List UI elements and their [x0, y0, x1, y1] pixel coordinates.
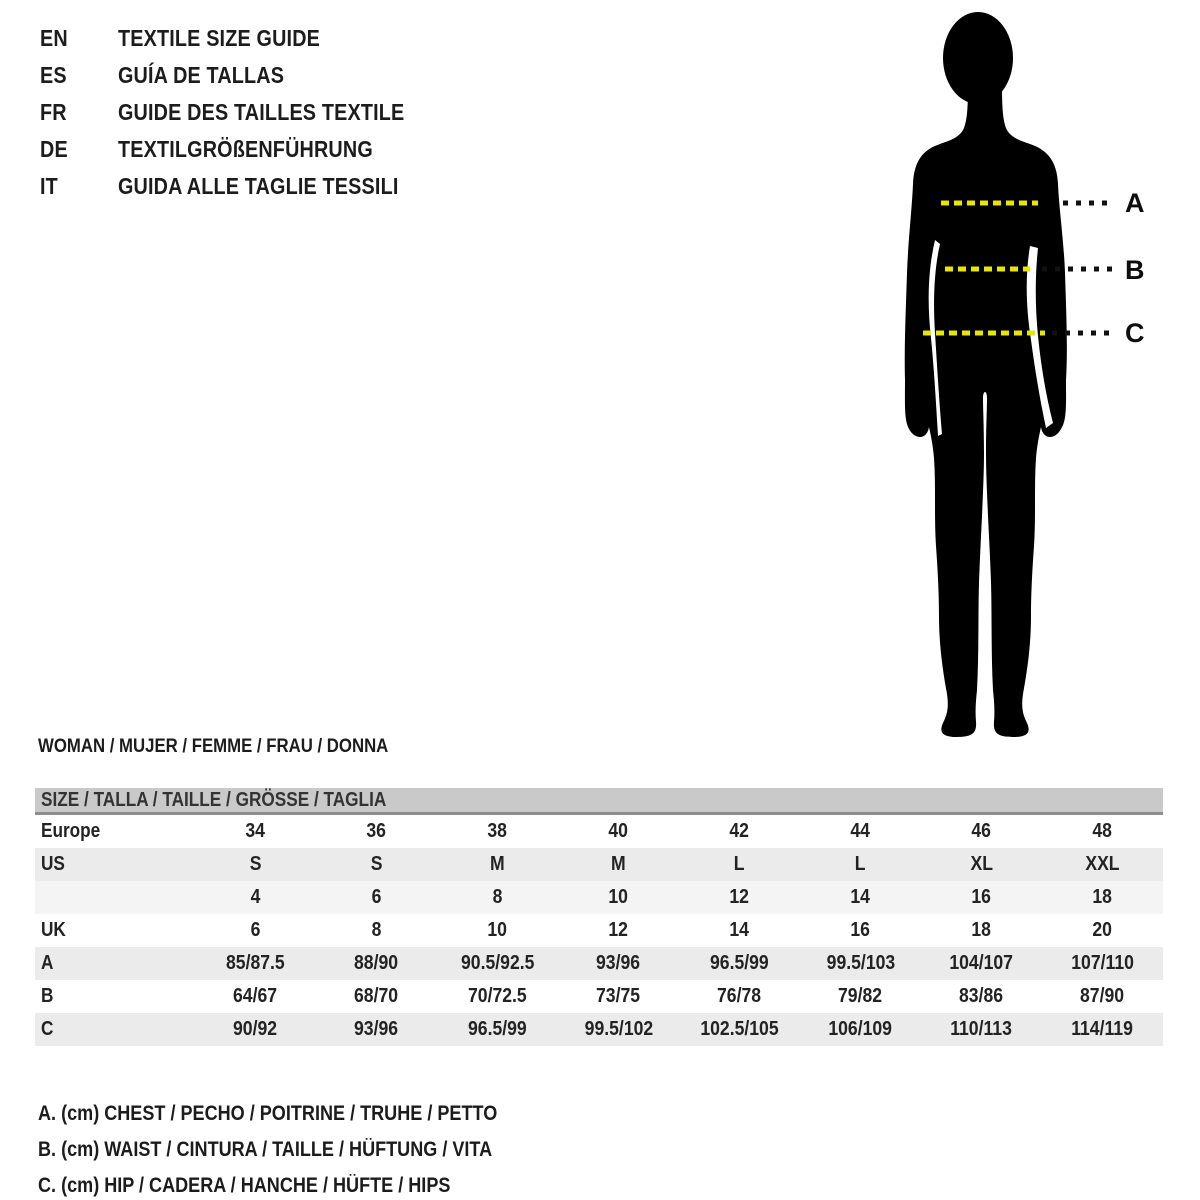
table-cell	[679, 886, 800, 909]
language-label-text: TEXTILE SIZE GUIDE	[118, 25, 321, 51]
table-cell-text: 16	[971, 886, 992, 908]
table-cell	[437, 919, 558, 942]
table-row-label	[35, 886, 195, 909]
table-cell	[195, 853, 316, 876]
table-cell	[679, 820, 800, 843]
language-code	[40, 62, 118, 89]
language-label	[118, 62, 451, 89]
table-cell	[800, 919, 921, 942]
table-cell-text: 107/110	[1071, 952, 1134, 974]
table-cell	[316, 886, 437, 909]
table-row	[35, 1013, 1163, 1046]
table-cell	[679, 985, 800, 1008]
table-cell	[195, 886, 316, 909]
table-cell-text: 8	[371, 919, 382, 941]
table-row	[35, 980, 1163, 1013]
table-cell-text: L	[855, 853, 866, 875]
table-cell	[195, 1018, 316, 1041]
table-cell	[195, 985, 316, 1008]
table-cell-text: 88/90	[354, 952, 399, 974]
table-row	[35, 914, 1163, 947]
language-list	[40, 20, 451, 205]
table-cell-text: 10	[608, 886, 629, 908]
table-cell-text: 48	[1092, 820, 1113, 842]
language-label	[118, 136, 451, 163]
language-row	[40, 57, 451, 94]
table-row	[35, 881, 1163, 914]
table-cell-text: 110/113	[950, 1018, 1013, 1040]
table-cell-text: 12	[608, 919, 629, 941]
table-row-label	[35, 952, 195, 975]
table-cell	[800, 1018, 921, 1041]
table-cell-text: 18	[1092, 886, 1113, 908]
language-label-text: GUIDA ALLE TAGLIE TESSILI	[118, 173, 399, 199]
table-cell	[437, 952, 558, 975]
table-cell	[1042, 820, 1163, 843]
table-cell	[558, 952, 679, 975]
table-cell-text: L	[734, 853, 745, 875]
table-cell-text: 34	[245, 820, 266, 842]
language-code-text: ES	[40, 62, 67, 88]
language-code-text: IT	[40, 173, 58, 199]
table-cell	[921, 853, 1042, 876]
table-cell	[921, 886, 1042, 909]
table-cell	[921, 985, 1042, 1008]
legend-line	[38, 1132, 572, 1168]
table-cell-text: 18	[971, 919, 992, 941]
section-title-text: WOMAN / MUJER / FEMME / FRAU / DONNA	[38, 735, 389, 757]
language-label-text: TEXTILGRÖßENFÜHRUNG	[118, 136, 373, 162]
language-code-text: EN	[40, 25, 68, 51]
table-cell	[1042, 1018, 1163, 1041]
table-row	[35, 947, 1163, 980]
table-cell	[195, 919, 316, 942]
table-cell-text: M	[611, 853, 626, 875]
table-cell-text: 40	[608, 820, 629, 842]
table-cell	[679, 952, 800, 975]
table-cell	[558, 820, 679, 843]
table-cell-text: 38	[487, 820, 508, 842]
table-cell	[1042, 919, 1163, 942]
table-cell	[1042, 886, 1163, 909]
table-cell	[800, 952, 921, 975]
table-row-label	[35, 1018, 195, 1041]
language-code-text: DE	[40, 136, 68, 162]
table-cell-text: 114/119	[1071, 1018, 1134, 1040]
table-cell	[437, 853, 558, 876]
table-cell-text: 90.5/92.5	[460, 952, 535, 974]
table-row	[35, 815, 1163, 848]
table-row-label-text: US	[41, 853, 65, 875]
table-cell-text: 6	[371, 886, 382, 908]
language-code	[40, 173, 118, 200]
language-label	[118, 99, 451, 126]
table-cell	[558, 886, 679, 909]
section-title	[38, 735, 445, 758]
table-cell-text: 99.5/103	[826, 952, 895, 974]
table-cell-text: 16	[850, 919, 871, 941]
table-cell-text: 46	[971, 820, 992, 842]
size-table-body	[35, 815, 1163, 1046]
table-cell-text: 87/90	[1080, 985, 1125, 1007]
measure-label-c: C	[1125, 318, 1145, 348]
measure-label-a: A	[1125, 188, 1145, 218]
table-cell	[558, 1018, 679, 1041]
size-table-header-text: SIZE / TALLA / TAILLE / GRÖSSE / TAGLIA	[41, 789, 387, 811]
table-cell-text: 85/87.5	[226, 952, 285, 974]
table-cell-text: 79/82	[838, 985, 883, 1007]
table-cell	[1042, 853, 1163, 876]
measure-label-b: B	[1125, 255, 1145, 285]
table-cell	[679, 1018, 800, 1041]
table-cell-text: 42	[729, 820, 750, 842]
table-cell-text: 64/67	[233, 985, 278, 1007]
table-cell-text: 90/92	[233, 1018, 278, 1040]
table-row-label	[35, 919, 195, 942]
language-row	[40, 20, 451, 57]
language-code	[40, 25, 118, 52]
table-cell	[316, 820, 437, 843]
table-row-label	[35, 853, 195, 876]
table-cell-text: 14	[850, 886, 871, 908]
legend-line	[38, 1168, 572, 1200]
table-cell-text: 96.5/99	[710, 952, 769, 974]
table-cell	[437, 1018, 558, 1041]
language-row	[40, 131, 451, 168]
table-cell-text: XL	[970, 853, 993, 875]
table-cell-text: 68/70	[354, 985, 399, 1007]
table-cell-text: 12	[729, 886, 750, 908]
table-cell	[921, 952, 1042, 975]
table-cell-text: 99.5/102	[584, 1018, 653, 1040]
table-cell	[316, 919, 437, 942]
table-cell-text: 10	[487, 919, 508, 941]
table-cell	[800, 820, 921, 843]
table-cell	[800, 886, 921, 909]
table-cell-text: 44	[850, 820, 871, 842]
table-row-label-text: A	[41, 952, 54, 974]
table-cell	[195, 952, 316, 975]
table-row-label-text: UK	[41, 919, 66, 941]
table-cell	[679, 919, 800, 942]
table-cell	[558, 985, 679, 1008]
table-cell	[921, 1018, 1042, 1041]
language-row	[40, 168, 451, 205]
table-cell-text: S	[370, 853, 383, 875]
legend-line-text: B. (cm) WAIST / CINTURA / TAILLE / HÜFTUNG / VITA	[38, 1138, 493, 1161]
woman-silhouette-figure	[878, 8, 1190, 740]
language-label-text: GUÍA DE TALLAS	[118, 62, 285, 88]
table-cell	[800, 985, 921, 1008]
table-cell	[195, 820, 316, 843]
table-cell-text: 96.5/99	[468, 1018, 527, 1040]
table-cell	[316, 1018, 437, 1041]
language-label	[118, 25, 451, 52]
table-cell-text: 106/109	[828, 1018, 893, 1040]
table-cell-text: 93/96	[354, 1018, 399, 1040]
table-cell	[800, 853, 921, 876]
legend-line-text: C. (cm) HIP / CADERA / HANCHE / HÜFTE / HIPS	[38, 1174, 451, 1197]
table-cell	[1042, 985, 1163, 1008]
table-cell	[558, 919, 679, 942]
table-row-label	[35, 820, 195, 843]
language-label-text: GUIDE DES TAILLES TEXTILE	[118, 99, 405, 125]
size-table-header	[35, 788, 1163, 815]
table-cell-text: 76/78	[717, 985, 762, 1007]
table-cell-text: 8	[492, 886, 503, 908]
table-cell	[437, 886, 558, 909]
table-row-label-text: B	[41, 985, 54, 1007]
table-cell	[316, 985, 437, 1008]
table-cell-text: 20	[1092, 919, 1113, 941]
table-cell-text: 4	[250, 886, 261, 908]
language-label	[118, 173, 451, 200]
table-cell-text: 102.5/105	[700, 1018, 779, 1040]
language-code	[40, 136, 118, 163]
table-cell	[437, 820, 558, 843]
table-cell	[316, 952, 437, 975]
table-cell-text: XXL	[1085, 853, 1120, 875]
table-cell-text: 36	[366, 820, 387, 842]
language-code	[40, 99, 118, 126]
language-code-text: FR	[40, 99, 67, 125]
table-cell-text: 14	[729, 919, 750, 941]
table-cell-text: 93/96	[596, 952, 641, 974]
table-row-label	[35, 985, 195, 1008]
table-cell	[316, 853, 437, 876]
table-cell-text: S	[249, 853, 262, 875]
legend-line-text: A. (cm) CHEST / PECHO / POITRINE / TRUHE / PETTO	[38, 1102, 498, 1125]
table-cell	[679, 853, 800, 876]
table-cell-text: 70/72.5	[468, 985, 527, 1007]
table-cell-text: 83/86	[959, 985, 1004, 1007]
table-cell	[921, 919, 1042, 942]
table-cell-text: 104/107	[949, 952, 1014, 974]
table-cell	[921, 820, 1042, 843]
table-row-label-text: Europe	[41, 820, 101, 842]
language-row	[40, 94, 451, 131]
legend-line	[38, 1096, 572, 1132]
table-cell-text: 6	[250, 919, 261, 941]
size-table	[35, 788, 1163, 1046]
table-cell	[558, 853, 679, 876]
table-cell-text: M	[490, 853, 505, 875]
table-cell	[437, 985, 558, 1008]
woman-silhouette	[905, 86, 1067, 737]
legend	[38, 1096, 572, 1200]
table-cell	[1042, 952, 1163, 975]
table-row	[35, 848, 1163, 881]
table-cell-text: 73/75	[596, 985, 641, 1007]
table-row-label-text: C	[41, 1018, 54, 1040]
